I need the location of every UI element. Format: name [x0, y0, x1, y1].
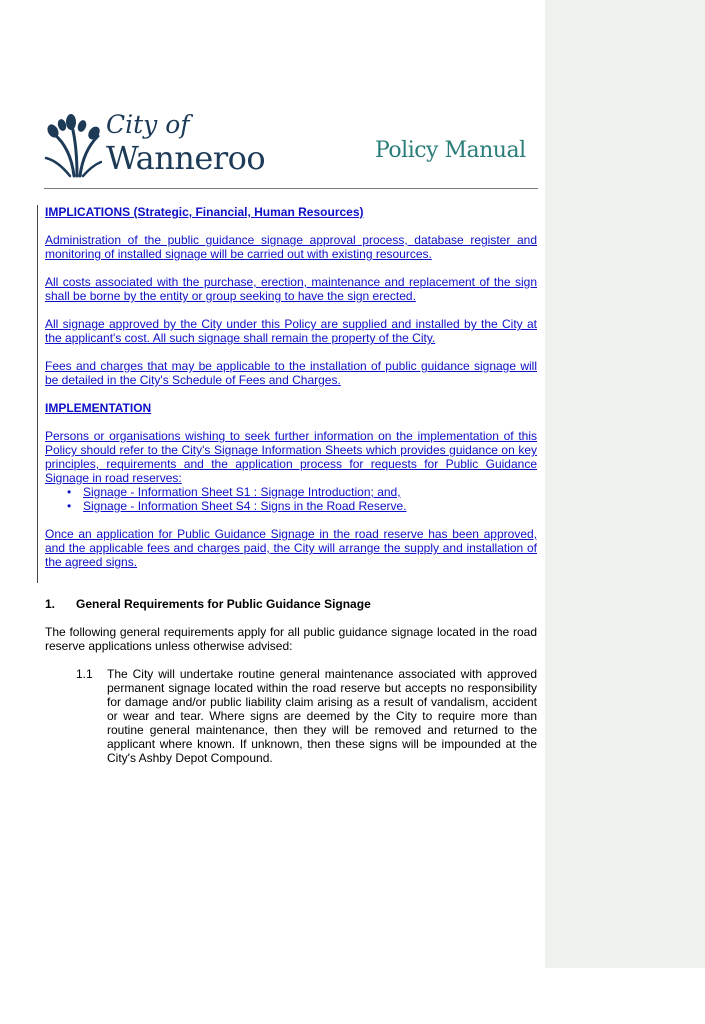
- bullet-icon: •: [67, 499, 72, 513]
- city-logo: [44, 110, 274, 180]
- logo-name-text: Wanneroo: [106, 139, 266, 177]
- list-item: [67, 485, 537, 499]
- information-sheet-list: [45, 485, 537, 513]
- implementation-heading: IMPLEMENTATION: [45, 401, 152, 415]
- list-item: [67, 499, 537, 513]
- side-panel: [545, 0, 705, 968]
- header-divider: [44, 188, 538, 189]
- logo-city-text: City of: [106, 110, 190, 139]
- list-item-text: Signage - Information Sheet S1 : Signage Introduction; and,: [83, 485, 401, 499]
- clause: [45, 667, 537, 765]
- bullet-icon: •: [67, 485, 72, 499]
- section-number: 1.: [45, 597, 56, 611]
- clause-text: The City will undertake routine general maintenance associated with approved permanent signage located within the road reserve but accepts no responsibility for damage and/or public liability claim arising as a result of vandalism, accident or wear and tear. Where signs are deemed by the City to require more than routine general maintenance, then they will be removed and returned to the applicant where known. If unknown, then these signs will be impounded at the City's Ashby Depot Compound.: [107, 667, 537, 765]
- clause-number: 1.1: [76, 667, 93, 681]
- manual-title: Policy Manual: [375, 138, 526, 163]
- document-body: [45, 205, 537, 765]
- section-title: General Requirements for Public Guidance Signage: [76, 597, 371, 611]
- implications-paragraph: Fees and charges that may be applicable to the installation of public guidance signage will be detailed in the City's Schedule of Fees and Charges.: [45, 359, 537, 387]
- implications-paragraph: All costs associated with the purchase, erection, maintenance and replacement of the sign shall be borne by the entity or group seeking to have the sign erected.: [45, 275, 537, 303]
- list-item-text: Signage - Information Sheet S4 : Signs in the Road Reserve.: [83, 499, 407, 513]
- implications-paragraph: Administration of the public guidance signage approval process, database register and monitoring of installed signage will be carried out with existing resources.: [45, 233, 537, 261]
- section-intro: The following general requirements apply for all public guidance signage located in the road reserve applications unless otherwise advised:: [45, 625, 537, 653]
- section-heading: [45, 597, 537, 611]
- implementation-intro: Persons or organisations wishing to seek further information on the implementation of this Policy should refer to the City's Signage Information Sheets which provides guidance on key principles, requirements and the application process for requests for Public Guidance Signage in road reserves:: [45, 429, 537, 485]
- implementation-closing: Once an application for Public Guidance Signage in the road reserve has been approved, and the applicable fees and charges paid, the City will arrange the supply and installation of the agreed signs.: [45, 527, 537, 569]
- kangaroo-paw-logo-icon: [44, 114, 102, 178]
- implications-paragraph: All signage approved by the City under this Policy are supplied and installed by the City at the applicant's cost. All such signage shall remain the property of the City.: [45, 317, 537, 345]
- implications-heading: IMPLICATIONS (Strategic, Financial, Human Resources): [45, 205, 364, 219]
- revision-change-bar: [37, 205, 38, 583]
